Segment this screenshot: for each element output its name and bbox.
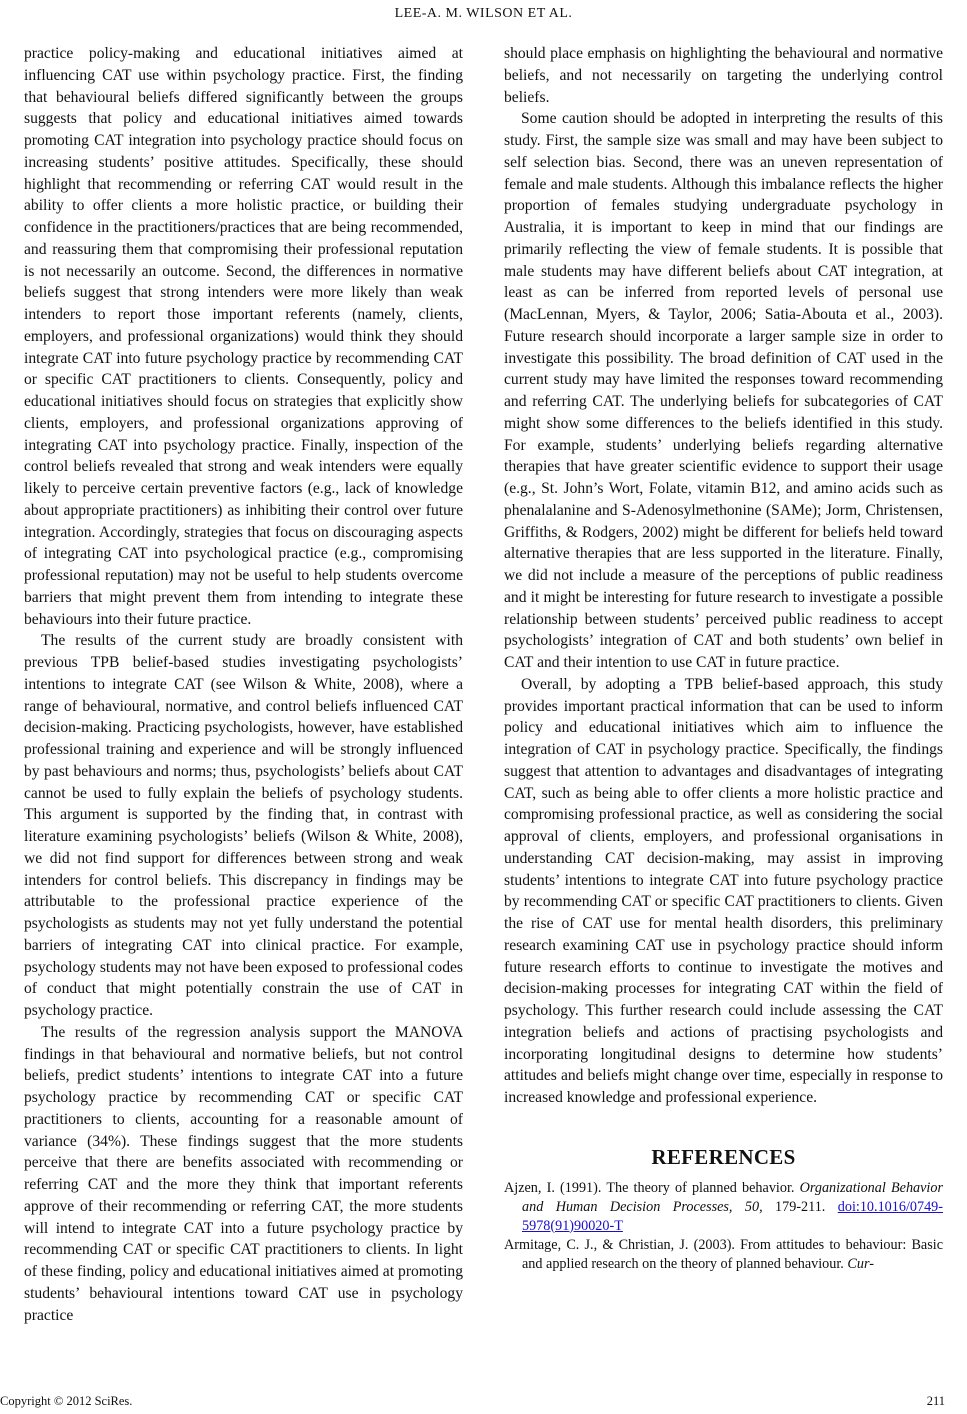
reference-journal: Organizational Behavior and Human Decision Processes, 50, [522,1179,943,1215]
reference-item [504,1236,943,1274]
paragraph: The results of the current study are broadly consistent with previous TPB belief-based studies investigating psychologists’ intentions to integrate CAT (see Wilson & White, 2008), where a range of behavioural, normative, and control beliefs influenced CAT decision-making. Practicing psychologists, however, have established professional training and experience and will be strongly influenced by past behaviours and norms; thus, psychologists’ beliefs about CAT cannot be used to fully explain the beliefs of psychology students. This argument is supported by the finding that, in contrast with literature examining psychologists’ beliefs (Wilson & White, 2008), we did not find support for differences between strong and weak intenders for control beliefs. This discrepancy in findings may be attributable to the professional practice experience of the psychologists as students may not yet fully understand the potential barriers of integrating CAT into clinical practice. For example, psychology students may not have been exposed to professional codes of conduct that might potentially constrain the use of CAT in psychology practice. [24,632,463,1019]
paragraph: Some caution should be adopted in interpreting the results of this study. First, the sample size was small and may have been subject to self selection bias. Second, there was an uneven representation of female and male students. Although this imbalance reflects the higher proportion of females studying undergraduate psychology in Australia, it is important to keep in mind that our findings are primarily reflecting the view of female students. It is possible that male students may have different beliefs about CAT integration, at least as can be inferred from reported levels of personal use (MacLennan, Myers, & Taylor, 2006; Satia-Abouta et al., 2003). Future research should incorporate a larger sample size in order to investigate this possibility. The broad definition of CAT used in the current study may have limited the responses toward recommending and referring CAT. The underlying beliefs for subcategories of CAT might show some differences to the beliefs identified in this study. For example, students’ underlying beliefs regarding alternative therapies that have greater scientific evidence to support their usage (e.g., St. John’s Wort, Folate, vitamin B12, and amino acids such as phenalalanine and S-Adenosylmethonine (SAMe); Jorm, Christensen, Griffiths, & Rodgers, 2002) might be different for beliefs held toward alternative therapies that are less supported in the literature. Finally, we did not include a measure of the perceptions of public readiness and it might be interesting for future research to investigate a possible relationship between students’ perceived public readiness to accept psychologists’ integration of CAT and both students’ own belief in CAT and their intention to use CAT in future practice. [504,110,943,671]
copyright: Copyright © 2012 SciRes. [0,1394,133,1408]
reference-text: Ajzen, I. (1991). The theory of planned behavior. [504,1179,800,1196]
paragraph: Overall, by adopting a TPB belief-based approach, this study provides important practical information that can be used to inform policy and educational initiatives which aim to influence the integration of CAT in psychology practice. Specifically, the findings suggest that attention to advantages and disadvantages of integrating CAT, such as being able to offer clients a more holistic practice and compromising professional practice, as well as considering the social approval of clients, employers, and professional organisations in understanding CAT decision-making, may assist in improving students’ intentions to integrate CAT into future psychology practice by recommending CAT or specific CAT practitioners to clients. Given the rise of CAT use for mental health disorders, this preliminary research examining CAT use in psychology practice should inform future research efforts to continue to investigate the motives and decision-making processes for integrating CAT within the field of psychology. This further research could include assessing the CAT integration beliefs and actions of practising psychologists and incorporating longitudinal designs to determine how students’ attitudes and beliefs might change over time, especially in response to increased knowledge and professional experience. [504,675,943,1106]
reference-text: Armitage, C. J., & Christian, J. (2003). From attitudes to behaviour: Basic and applied research on the theory of planned behaviour. [504,1236,943,1272]
right-column [504,43,943,1274]
page-number: 211 [926,1394,945,1408]
references-heading: REFERENCES [651,1144,796,1169]
paragraph: practice policy-making and educational initiatives aimed at influencing CAT use within psychology practice. First, the finding that behavioural beliefs differed significantly between the groups suggests that policy and educational initiatives aimed towards promoting CAT integration into psychology practice should focus on increasing students’ positive attitudes. Specifically, these should highlight that recommending or referring CAT would result in the ability to offer clients a more holistic practice, or building their confidence in the practitioners/practices that are being recommended, and reassuring them that compromising their professional reputation is not necessarily an outcome. Second, the differences in normative beliefs suggest that strong intenders were more likely than weak intenders to report those important referents (namely, clients, employers, and professional organizations) would think they should integrate CAT into future psychology practice by recommending CAT or specific CAT practitioners to clients. Consequently, policy and educational initiatives should focus on strategies that explicitly show clients, employers, and professional organizations approving of integrating CAT into psychology practice. Finally, inspection of the control beliefs revealed that strong and weak intenders were equally likely to perceive certain preventive factors (e.g., lack of knowledge about appropriate practitioners) as inhibiting their control over future integration. Accordingly, strategies that focus on discouraging aspects of integrating CAT into psychological practice (e.g., compromising professional reputation) may not be useful to help students overcome barriers that might prevent them from intending to integrate these behaviours into their future practice. [24,45,463,628]
reference-pages: 179-211. [762,1198,838,1215]
doi-link[interactable]: doi:10.1016/0749-5978(91)90020-T [522,1198,943,1234]
paragraph: The results of the regression analysis support the MANOVA findings in that behavioural and normative beliefs, but not control beliefs, predict students’ intentions to integrate CAT into a future psychology practice by recommending CAT or specific CAT practitioners to clients, accounting for a reasonable amount of variance (34%). These findings suggest that the more students perceive that there are benefits associated with recommending or referring CAT and the more they think that important referents approve of their recommending or referring CAT, the more students will intend to integrate CAT into a future psychology practice by recommending CAT or specific CAT practitioners to clients. In light of these finding, policy and educational initiatives aimed at promoting students’ behavioural intentions toward CAT use in psychology practice [24,1023,463,1324]
reference-item [504,1179,943,1236]
reference-journal: Cur- [847,1255,874,1272]
paragraph: should place emphasis on highlighting the behavioural and normative beliefs, and not necessarily on targeting the underlying control beliefs. [504,45,943,106]
running-header: LEE-A. M. WILSON ET AL. [394,6,573,21]
left-column [24,43,463,1326]
